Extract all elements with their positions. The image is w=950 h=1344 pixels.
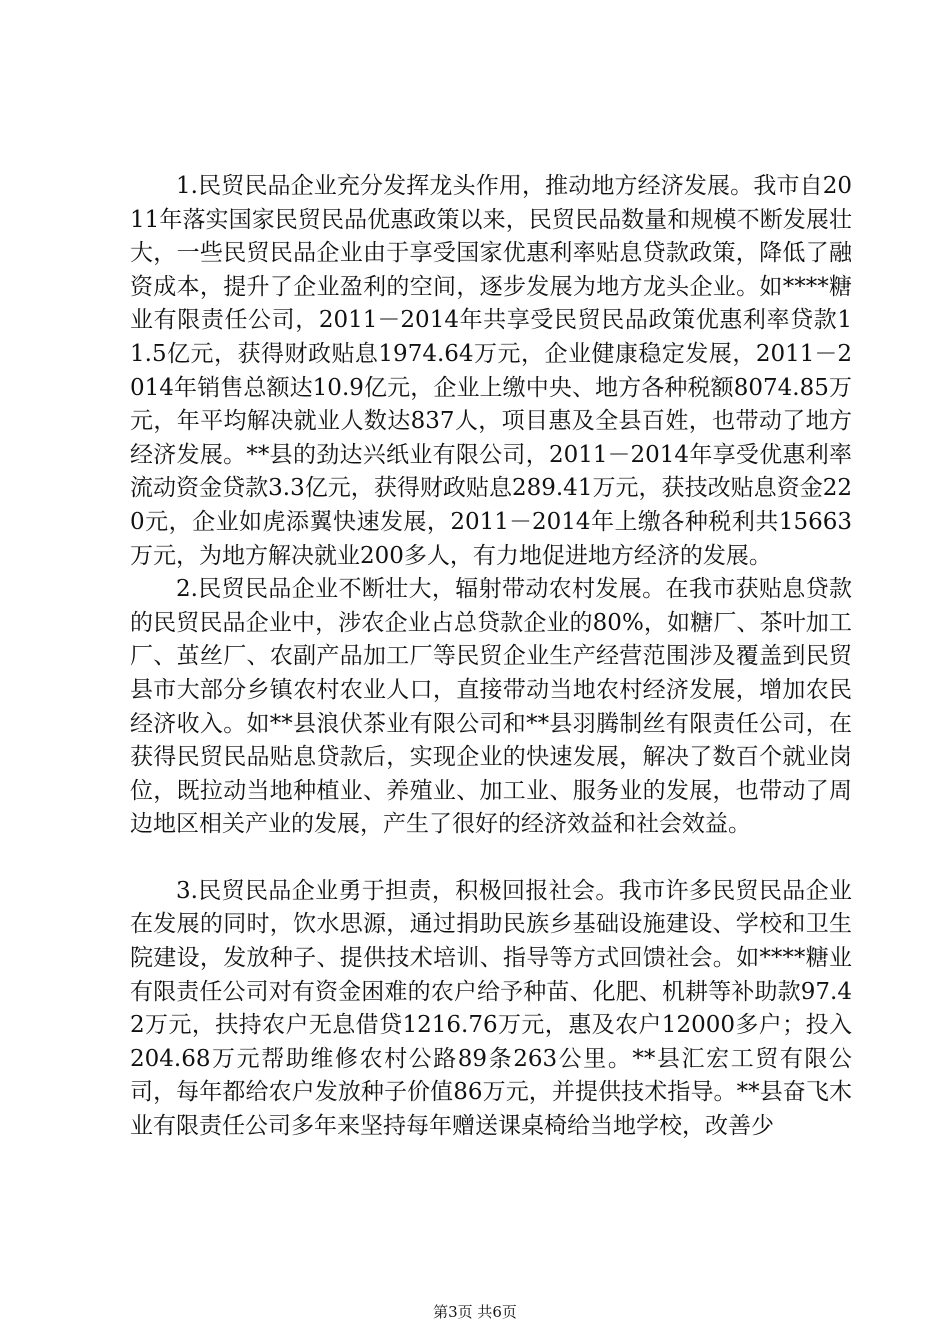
paragraph-spacer	[130, 842, 852, 875]
document-body	[130, 170, 852, 1144]
paragraph-2: 2.民贸民品企业不断壮大，辐射带动农村发展。在我市获贴息贷款的民贸民品企业中，涉农企业占总贷款企业的80%，如糖厂、茶叶加工厂、茧丝厂、农副产品加工厂等民贸企业生产经营范围涉及覆盖到民贸县市大部分乡镇农村农业人口，直接带动当地农村经济发展，增加农民经济收入。如**县浪伏茶业有限公司和**县羽腾制丝有限责任公司，在获得民贸民品贴息贷款后，实现企业的快速发展，解决了数百个就业岗位，既拉动当地种植业、养殖业、加工业、服务业的发展，也带动了周边地区相关产业的发展，产生了很好的经济效益和社会效益。	[130, 576, 852, 838]
paragraph-3: 3.民贸民品企业勇于担责，积极回报社会。我市许多民贸民品企业在发展的同时，饮水思源，通过捐助民族乡基础设施建设、学校和卫生院建设，发放种子、提供技术培训、指导等方式回馈社会。如****糖业有限责任公司对有资金困难的农户给予种苗、化肥、机耕等补助款97.42万元，扶持农户无息借贷1216.76万元，惠及农户12000多户；投入204.68万元帮助维修农村公路89条263公里。**县汇宏工贸有限公司，每年都给农户发放种子价值86万元，并提供技术指导。**县奋飞木业有限责任公司多年来坚持每年赠送课桌椅给当地学校，改善少	[130, 877, 852, 1140]
paragraph-1: 1.民贸民品企业充分发挥龙头作用，推动地方经济发展。我市自2011年落实国家民贸民品优惠政策以来，民贸民品数量和规模不断发展壮大，一些民贸民品企业由于享受国家优惠利率贴息贷款政策，降低了融资成本，提升了企业盈利的空间，逐步发展为地方龙头企业。如****糖业有限责任公司，2011－2014年共享受民贸民品政策优惠利率贷款11.5亿元，获得财政贴息1974.64万元，企业健康稳定发展，2011－2014年销售总额达10.9亿元，企业上缴中央、地方各种税额8074.85万元，年平均解决就业人数达837人，项目惠及全县百姓，也带动了地方经济发展。**县的劲达兴纸业有限公司，2011－2014年享受优惠利率流动资金贷款3.3亿元，获得财政贴息289.41万元，获技改贴息资金220元，企业如虎添翼快速发展，2011－2014年上缴各种税利共15663万元，为地方解决就业200多人，有力地促进地方经济的发展。	[130, 173, 852, 569]
page-number-footer: 第3页 共6页	[433, 1303, 517, 1321]
